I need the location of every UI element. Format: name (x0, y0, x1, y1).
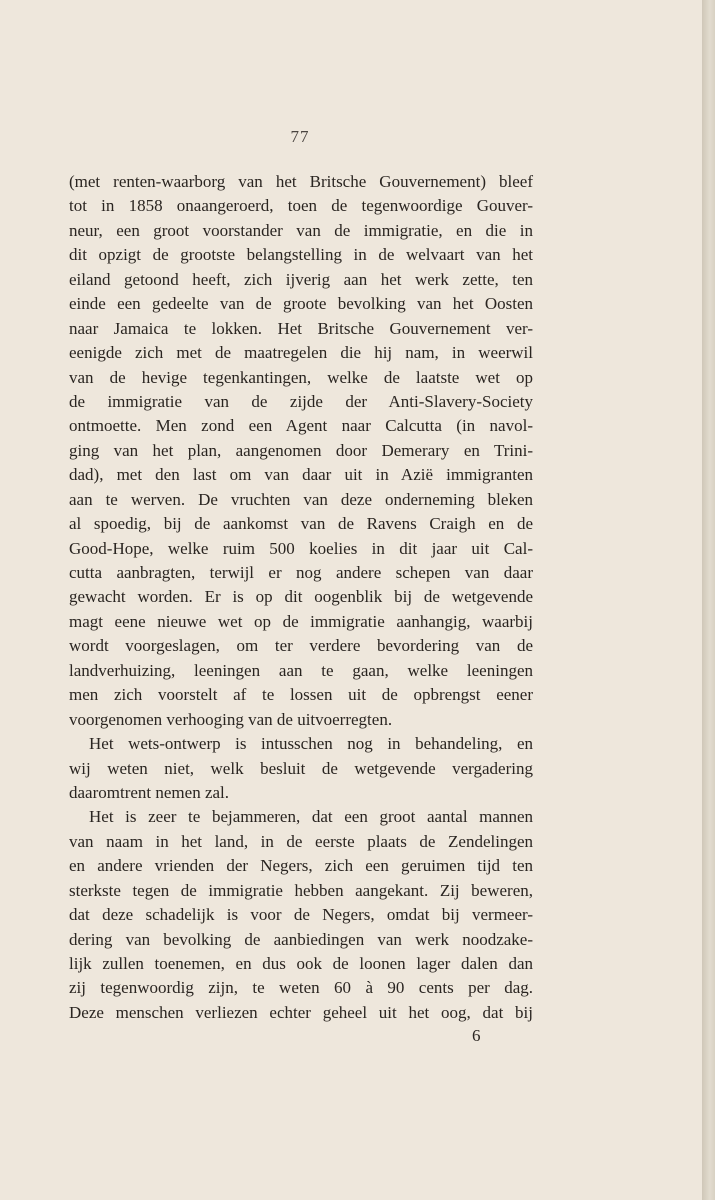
text-line: eenigde zich met de maatregelen die hij nam, in weerwil (69, 343, 533, 363)
signature-mark: 6 (472, 1026, 481, 1045)
text-line: aan te werven. De vruchten van deze onderneming bleken (69, 489, 533, 509)
text-line: men zich voorstelt af te lossen uit de opbrengst eener (69, 685, 533, 705)
text-line: daaromtrent nemen zal. (69, 782, 230, 802)
text-line: Het wets-ontwerp is intusschen nog in behandeling, en (89, 734, 533, 754)
text-line: dit opzigt de grootste belangstelling in de welvaart van het (69, 245, 533, 265)
text-line: ging van het plan, aangenomen door Demerary en Trini- (69, 440, 533, 460)
text-line: Het is zeer te bejammeren, dat een groot aantal mannen (89, 807, 533, 827)
text-line: voorgenomen verhooging van de uitvoerregten. (69, 709, 393, 729)
text-line: van de hevige tegenkantingen, welke de laatste wet op (69, 367, 533, 387)
text-line: wij weten niet, welk besluit de wetgevende vergadering (69, 758, 533, 778)
text-line: (met renten-waarborg van het Britsche Gouvernement) bleef (69, 172, 533, 191)
text-line: dat deze schadelijk is voor de Negers, omdat bij vermeer- (69, 905, 533, 925)
text-line: eiland getoond heeft, zich ijverig aan het werk zette, ten (69, 269, 533, 289)
body-text (69, 170, 533, 1025)
text-line: de immigratie van de zijde der Anti-Slavery-Society (69, 391, 533, 411)
text-line: van naam in het land, in de eerste plaats de Zendelingen (69, 831, 533, 851)
page-number: 77 (290, 127, 310, 146)
text-line: wordt voorgeslagen, om ter verdere bevordering van de (69, 636, 533, 656)
text-line: Deze menschen verliezen echter geheel uit het oog, dat bij (69, 1002, 533, 1022)
text-line: cutta aanbragten, terwijl er nog andere schepen van daar (69, 563, 533, 582)
text-line: einde een gedeelte van de groote bevolking van het Oosten (69, 294, 533, 314)
text-line: dad), met den last om van daar uit in Azië immigranten (69, 465, 533, 485)
text-line: dering van bevolking de aanbiedingen van werk noodzake- (69, 929, 533, 949)
text-line: en andere vrienden der Negers, zich een geruimen tijd ten (69, 856, 533, 876)
text-line: al spoedig, bij de aankomst van de Ravens Craigh en de (69, 514, 533, 534)
text-line: gewacht worden. Er is op dit oogenblik bij de wetgevende (69, 587, 533, 607)
text-line: landverhuizing, leeningen aan te gaan, welke leeningen (69, 660, 533, 680)
text-line: naar Jamaica te lokken. Het Britsche Gouvernement ver- (69, 318, 533, 338)
text-line: Good-Hope, welke ruim 500 koelies in dit jaar uit Cal- (69, 538, 533, 558)
text-line: sterkste tegen de immigratie hebben aangekant. Zij beweren, (69, 880, 533, 900)
text-line: magt eene nieuwe wet op de immigratie aanhangig, waarbij (69, 611, 533, 631)
text-line: lijk zullen toenemen, en dus ook de loonen lager dalen dan (69, 954, 533, 973)
text-line: zij tegenwoordig zijn, te weten 60 à 90 cents per dag. (69, 978, 533, 998)
text-line: ontmoette. Men zond een Agent naar Calcutta (in navol- (69, 416, 533, 436)
text-line: tot in 1858 onaangeroerd, toen de tegenwoordige Gouver- (69, 196, 533, 216)
page-edge (702, 0, 715, 1200)
text-line: neur, een groot voorstander van de immigratie, en die in (69, 220, 533, 240)
